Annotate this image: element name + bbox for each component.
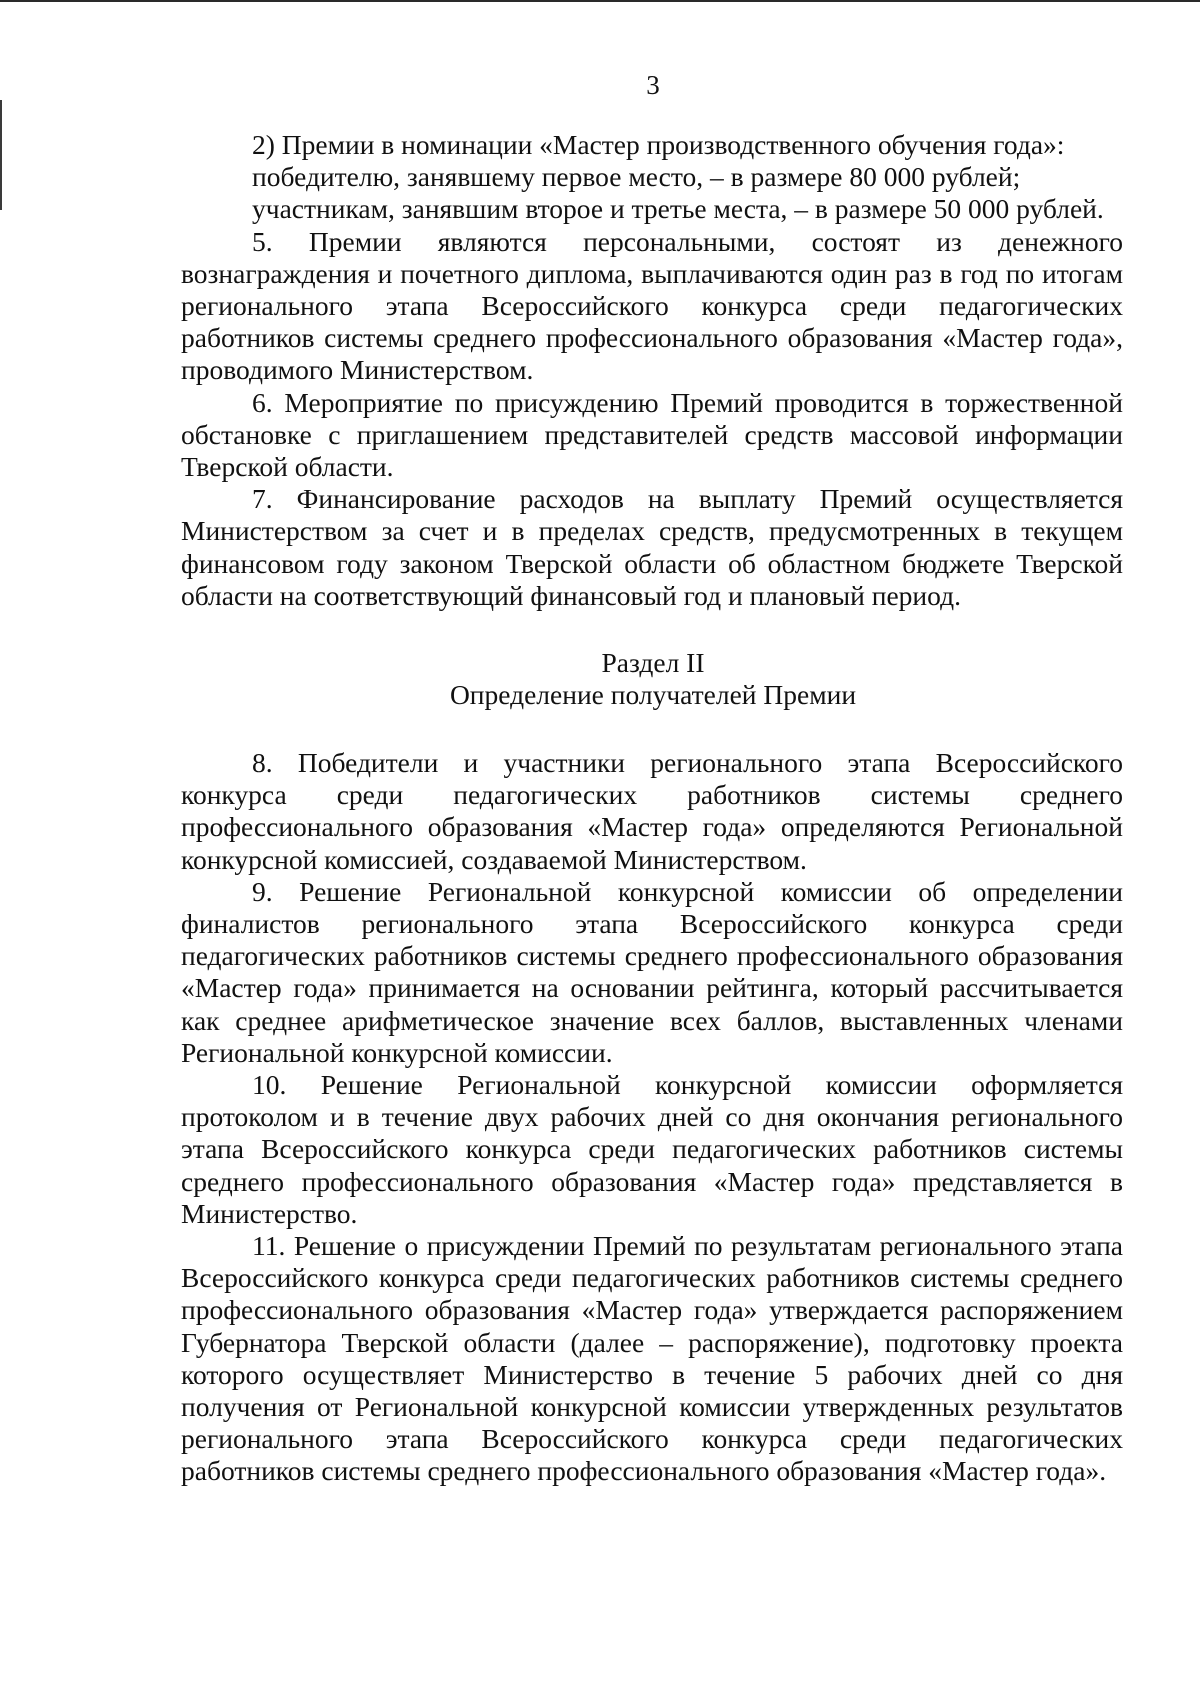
paragraph-2-first-place: победителю, занявшему первое место, – в размере 80 000 рублей;: [252, 161, 1021, 193]
section-2-title: Определение получателей Премии: [449, 679, 857, 711]
scan-border-top: [0, 0, 1200, 2]
paragraph-11: 11. Решение о присуждении Премий по результатам регионального этапа Всероссийского конкурса среди педагогических работников системы среднего профессионального образования «Мастер года» утверждается распоряжением Губернатора Тверской области (далее – распоряжение), подготовку проекта которого осуществляет Министерство в течение 5 рабочих дней со дня получения от Региональной конкурсной комиссии утвержденных результатов регионального этапа Всероссийского конкурса среди педагогических работников системы среднего профессионального образования «Мастер года».: [181, 1230, 1123, 1487]
paragraph-10: 10. Решение Региональной конкурсной комиссии оформляется протоколом и в течение двух рабочих дней со дня окончания регионального этапа Всероссийского конкурса среди педагогических работников системы среднего профессионального образования «Мастер года» представляется в Министерство.: [181, 1069, 1123, 1229]
paragraph-9: 9. Решение Региональной конкурсной комиссии об определении финалистов регионального этапа Всероссийского конкурса среди педагогических работников системы среднего профессионального образования «Мастер года» принимается на основании рейтинга, который рассчитывается как среднее арифметическое значение всех баллов, выставленных членами Региональной конкурсной комиссии.: [181, 875, 1123, 1068]
paragraph-8: 8. Победители и участники регионального этапа Всероссийского конкурса среди педагогических работников системы среднего профессионального образования «Мастер года» определяются Региональной конкурсной комиссией, создаваемой Министерством.: [181, 747, 1123, 875]
section-2-label: Раздел II: [601, 647, 705, 678]
scan-border-left: [0, 100, 2, 210]
paragraph-2-title: 2) Премии в номинации «Мастер производственного обучения года»:: [252, 129, 1065, 160]
page-number: 3: [646, 70, 660, 100]
section-1-text: [181, 129, 1123, 612]
paragraph-6: 6. Мероприятие по присуждению Премий проводится в торжественной обстановке с приглашением представителей средств массовой информации Тверской области.: [181, 386, 1123, 483]
section-2-text: [181, 747, 1123, 1488]
paragraph-2-second-third-place: участникам, занявшим второе и третье места, – в размере 50 000 рублей.: [252, 193, 1104, 225]
paragraph-5: 5. Премии являются персональными, состоят из денежного вознаграждения и почетного диплома, выплачиваются один раз в год по итогам регионального этапа Всероссийского конкурса среди педагогических работников системы среднего профессионального образования «Мастер года», проводимого Министерством.: [181, 225, 1123, 386]
paragraph-7: 7. Финансирование расходов на выплату Премий осуществляется Министерством за счет и в пределах средств, предусмотренных в текущем финансовом году законом Тверской области об областном бюджете Тверской области на соответствующий финансовый год и плановый период.: [181, 483, 1123, 611]
section-2-heading: [0, 647, 1200, 711]
